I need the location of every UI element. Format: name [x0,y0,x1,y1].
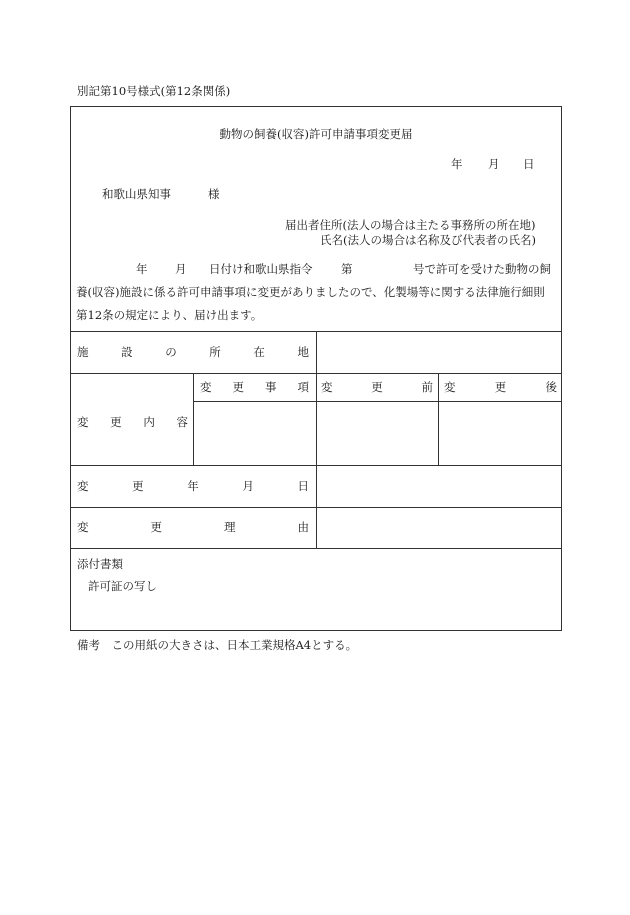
applicant-name-label: 氏名(法人の場合は名称及び代表者の氏名) [320,233,536,247]
body-line2: 養(収容)施設に係る許可申請事項に変更がありましたので、化製場等に関する法律施行細則 [76,285,545,299]
change-content-label: 変 更 内 容 [77,415,188,429]
rule-change-reason-bottom [71,548,561,549]
body-year: 年 [136,262,148,276]
change-item-header: 変 更 事 項 [200,380,309,394]
form-title: 動物の飼養(収容)許可申請事項変更届 [219,127,413,141]
addressee: 和歌山県知事 [102,187,171,201]
form-frame [70,106,562,631]
date-month: 月 [488,157,500,171]
after-header: 変 更 後 [444,380,557,394]
facility-location-label: 施 設 の 所 在 地 [77,345,309,359]
form-caption: 別記第10号様式(第12条関係) [77,84,231,98]
body-designated: 日付け和歌山県指令 [209,262,313,276]
before-header: 変 更 前 [321,380,433,394]
body-line3: 第12条の規定により、届け出ます。 [76,308,263,322]
change-reason-label: 変 更 理 由 [77,520,309,534]
body-line1-rest: 号で許可を受けた動物の飼 [413,262,551,276]
attachment-item: 許可証の写し [88,579,157,593]
applicant-address-label: 届出者住所(法人の場合は主たる事務所の所在地) [285,218,536,232]
rule-label-column [316,331,317,548]
body-number-prefix: 第 [341,262,353,276]
footnote: 備考 この用紙の大きさは、日本工業規格A4とする。 [77,638,358,652]
rule-before-after-column [438,373,439,465]
rule-item-column [193,373,194,465]
date-year: 年 [451,157,463,171]
change-date-label: 変 更 年 月 日 [77,479,309,493]
body-month: 月 [175,262,187,276]
honorific: 様 [208,187,220,201]
attachments-label: 添付書類 [77,557,123,571]
rule-change-header-bottom [193,401,561,402]
date-day: 日 [523,157,535,171]
